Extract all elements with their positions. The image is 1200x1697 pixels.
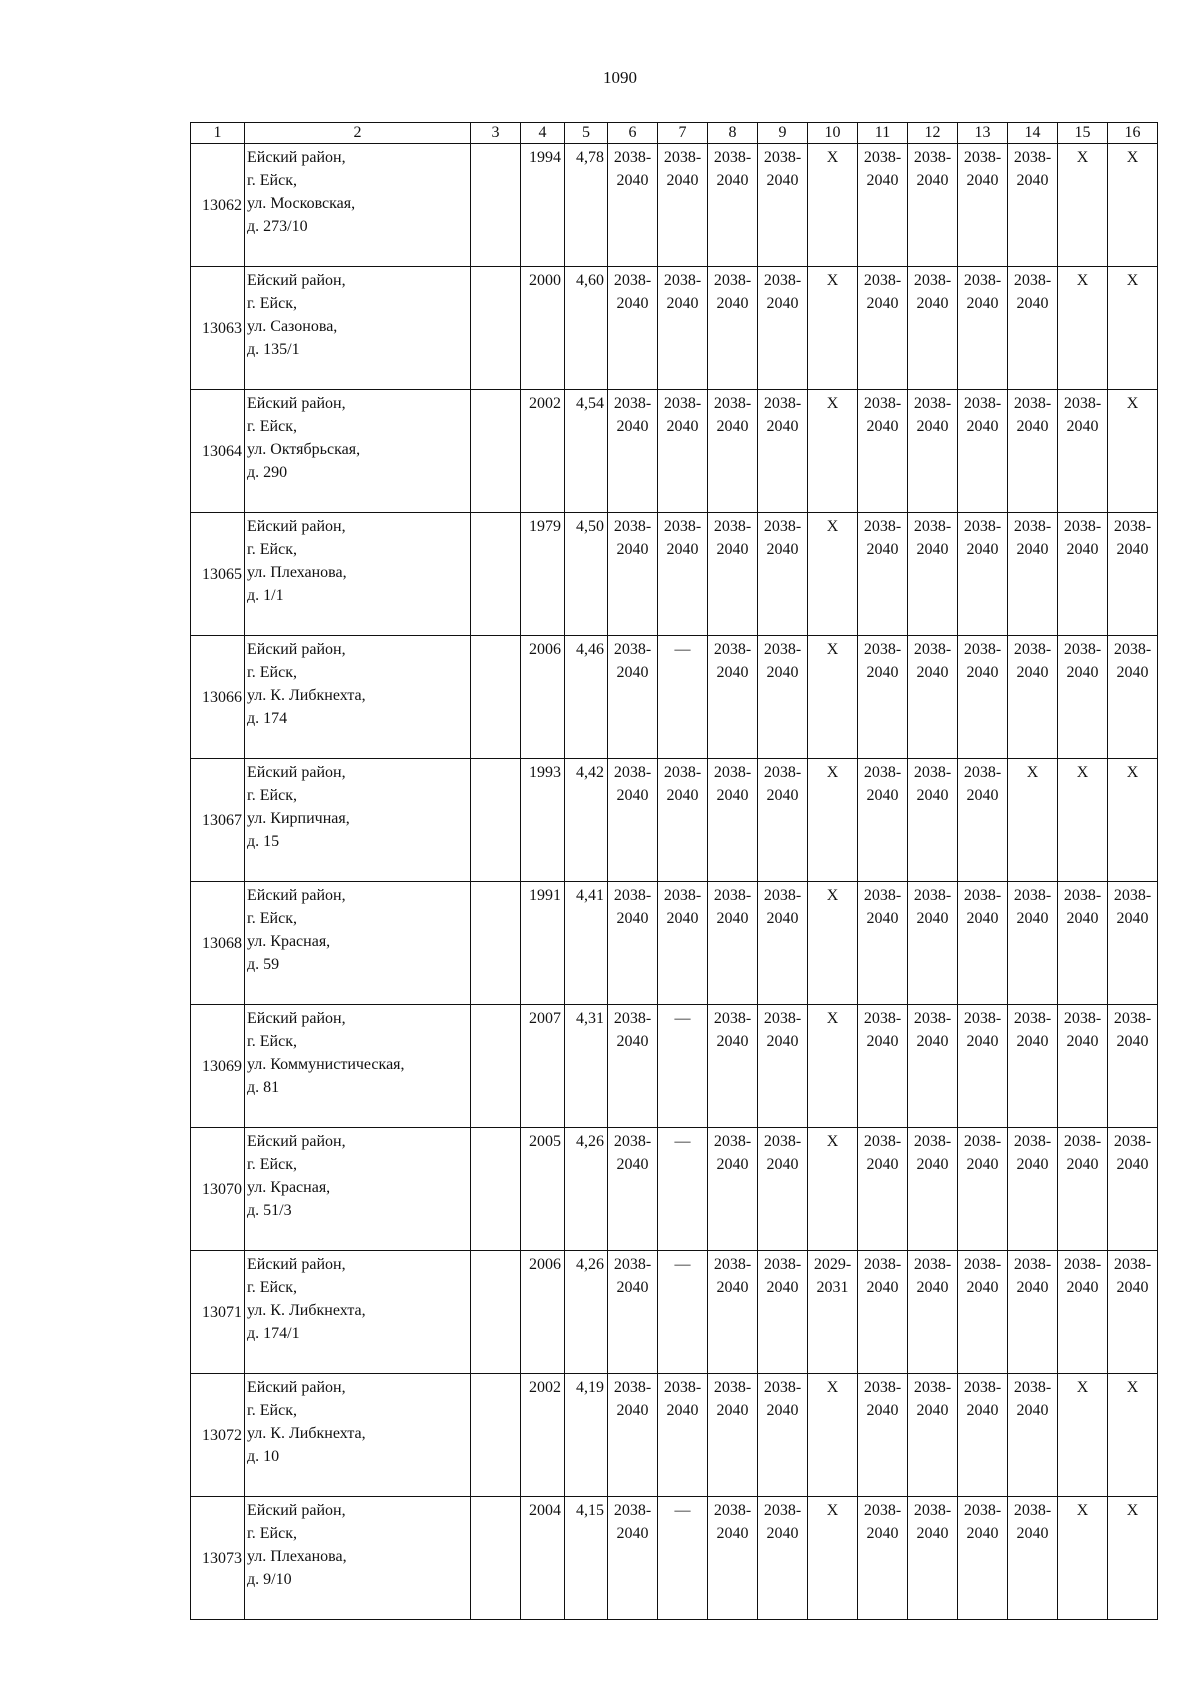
table-row [191,513,1158,636]
period-cell: 2038- 2040 [958,513,1008,636]
period-cell: 2038- 2040 [958,1497,1008,1620]
period-cell: 2038- 2040 [758,1251,808,1374]
period-cell: 2038- 2040 [758,390,808,513]
address-cell [245,1374,471,1497]
page-number: 1090 [603,68,637,87]
x-mark-cell: Х [1108,390,1158,513]
period-cell: 2038- 2040 [758,513,808,636]
x-mark-cell: Х [1108,144,1158,267]
period-cell: 2038- 2040 [758,1497,808,1620]
address-line: Ейский район, [247,395,346,412]
record-number: 13065 [191,513,245,636]
period-cell: 2038- 2040 [658,513,708,636]
address-line: г. Ейск, [247,1033,297,1050]
period-cell: 2038- 2040 [608,513,658,636]
address-line: г. Ейск, [247,1279,297,1296]
address-line: Ейский район, [247,518,346,535]
period-cell: 2038- 2040 [658,390,708,513]
address-line: д. 59 [247,956,280,973]
period-cell: 2038- 2040 [908,1374,958,1497]
table-row [191,1497,1158,1620]
record-number: 13064 [191,390,245,513]
address-line: ул. Плеханова, [247,1548,347,1565]
period-cell: 2038- 2040 [658,267,708,390]
column-3-cell [471,1005,521,1128]
column-3-cell [471,1251,521,1374]
column-number-header: 2 [245,123,471,144]
period-cell: 2038- 2040 [858,513,908,636]
x-mark-cell: Х [808,513,858,636]
period-cell: 2038- 2040 [1108,1005,1158,1128]
x-mark-cell: Х [1108,267,1158,390]
period-cell: 2038- 2040 [708,267,758,390]
address-line: д. 135/1 [247,341,300,358]
period-cell: 2038- 2040 [608,1005,658,1128]
period-cell: 2038- 2040 [608,1128,658,1251]
address-cell [245,1005,471,1128]
value-cell: 4,41 [565,882,608,1005]
period-cell: 2038- 2040 [908,144,958,267]
period-cell: 2038- 2040 [1008,1374,1058,1497]
period-cell: 2038- 2040 [858,390,908,513]
x-mark-cell: Х [1108,1497,1158,1620]
column-number-header: 10 [808,123,858,144]
period-cell: 2038- 2040 [658,1374,708,1497]
x-mark-cell: Х [1058,1497,1108,1620]
column-3-cell [471,636,521,759]
record-number: 13063 [191,267,245,390]
period-cell: 2038- 2040 [658,882,708,1005]
value-cell: 4,26 [565,1128,608,1251]
value-cell: 4,78 [565,144,608,267]
period-cell: 2038- 2040 [1058,390,1108,513]
address-line: г. Ейск, [247,664,297,681]
record-number: 13069 [191,1005,245,1128]
column-3-cell [471,390,521,513]
period-cell: 2038- 2040 [608,1251,658,1374]
period-cell: 2038- 2040 [608,267,658,390]
table-row [191,759,1158,882]
address-line: Ейский район, [247,272,346,289]
record-number: 13067 [191,759,245,882]
period-cell: 2038- 2040 [858,1251,908,1374]
record-number: 13073 [191,1497,245,1620]
column-number-header: 9 [758,123,808,144]
empty-dash-cell: — [658,636,708,759]
address-line: ул. Кирпичная, [247,810,350,827]
period-cell: 2029- 2031 [808,1251,858,1374]
record-number: 13062 [191,144,245,267]
x-mark-cell: Х [808,759,858,882]
address-line: ул. Коммунистическая, [247,1056,405,1073]
address-line: г. Ейск, [247,541,297,558]
address-line: ул. К. Либкнехта, [247,1302,366,1319]
address-cell [245,267,471,390]
year-cell: 1993 [521,759,565,882]
column-number-header: 13 [958,123,1008,144]
year-cell: 1994 [521,144,565,267]
period-cell: 2038- 2040 [608,882,658,1005]
period-cell: 2038- 2040 [958,267,1008,390]
value-cell: 4,60 [565,267,608,390]
x-mark-cell: Х [808,267,858,390]
period-cell: 2038- 2040 [708,1128,758,1251]
record-number: 13070 [191,1128,245,1251]
address-line: г. Ейск, [247,295,297,312]
period-cell: 2038- 2040 [758,1005,808,1128]
period-cell: 2038- 2040 [708,1251,758,1374]
empty-dash-cell: — [658,1128,708,1251]
year-cell: 2007 [521,1005,565,1128]
period-cell: 2038- 2040 [1058,1251,1108,1374]
column-number-header: 4 [521,123,565,144]
period-cell: 2038- 2040 [908,267,958,390]
period-cell: 2038- 2040 [708,636,758,759]
address-cell [245,390,471,513]
period-cell: 2038- 2040 [758,267,808,390]
table-body [191,123,1158,1620]
housing-register-table [190,122,1158,1620]
address-line: д. 290 [247,464,288,481]
period-cell: 2038- 2040 [958,1251,1008,1374]
year-cell: 2006 [521,1251,565,1374]
address-line: ул. Сазонова, [247,318,338,335]
year-cell: 2005 [521,1128,565,1251]
address-line: г. Ейск, [247,787,297,804]
column-number-header: 7 [658,123,708,144]
year-cell: 2000 [521,267,565,390]
x-mark-cell: Х [1058,267,1108,390]
period-cell: 2038- 2040 [958,390,1008,513]
period-cell: 2038- 2040 [758,144,808,267]
address-cell [245,882,471,1005]
x-mark-cell: Х [808,144,858,267]
value-cell: 4,50 [565,513,608,636]
x-mark-cell: Х [808,882,858,1005]
x-mark-cell: Х [808,390,858,513]
column-3-cell [471,882,521,1005]
column-number-header: 3 [471,123,521,144]
x-mark-cell: Х [808,1374,858,1497]
column-3-cell [471,1374,521,1497]
value-cell: 4,46 [565,636,608,759]
period-cell: 2038- 2040 [1108,1251,1158,1374]
record-number: 13071 [191,1251,245,1374]
column-3-cell [471,759,521,882]
table-row [191,267,1158,390]
period-cell: 2038- 2040 [1108,513,1158,636]
address-cell [245,513,471,636]
address-line: г. Ейск, [247,1525,297,1542]
address-line: г. Ейск, [247,910,297,927]
address-line: ул. К. Либкнехта, [247,687,366,704]
column-number-header: 1 [191,123,245,144]
period-cell: 2038- 2040 [958,1128,1008,1251]
period-cell: 2038- 2040 [1058,636,1108,759]
period-cell: 2038- 2040 [858,1128,908,1251]
period-cell: 2038- 2040 [908,1497,958,1620]
address-line: д. 15 [247,833,280,850]
period-cell: 2038- 2040 [908,882,958,1005]
table-row [191,1374,1158,1497]
x-mark-cell: Х [808,1128,858,1251]
period-cell: 2038- 2040 [858,636,908,759]
period-cell: 2038- 2040 [758,1374,808,1497]
year-cell: 2006 [521,636,565,759]
period-cell: 2038- 2040 [1008,636,1058,759]
address-line: Ейский район, [247,641,346,658]
column-number-header: 12 [908,123,958,144]
period-cell: 2038- 2040 [908,390,958,513]
x-mark-cell: Х [808,1497,858,1620]
address-line: д. 174/1 [247,1325,300,1342]
period-cell: 2038- 2040 [658,144,708,267]
period-cell: 2038- 2040 [1108,636,1158,759]
period-cell: 2038- 2040 [608,636,658,759]
period-cell: 2038- 2040 [1008,1251,1058,1374]
address-line: г. Ейск, [247,1156,297,1173]
x-mark-cell: Х [808,636,858,759]
period-cell: 2038- 2040 [908,636,958,759]
year-cell: 1991 [521,882,565,1005]
period-cell: 2038- 2040 [858,1374,908,1497]
address-line: д. 9/10 [247,1571,292,1588]
period-cell: 2038- 2040 [1008,1128,1058,1251]
record-number: 13066 [191,636,245,759]
period-cell: 2038- 2040 [608,1497,658,1620]
period-cell: 2038- 2040 [958,144,1008,267]
x-mark-cell: Х [1108,1374,1158,1497]
period-cell: 2038- 2040 [1008,882,1058,1005]
value-cell: 4,31 [565,1005,608,1128]
column-number-header: 16 [1108,123,1158,144]
period-cell: 2038- 2040 [1058,882,1108,1005]
address-line: Ейский район, [247,149,346,166]
year-cell: 1979 [521,513,565,636]
year-cell: 2002 [521,1374,565,1497]
period-cell: 2038- 2040 [1108,882,1158,1005]
period-cell: 2038- 2040 [1008,513,1058,636]
x-mark-cell: Х [1008,759,1058,882]
empty-dash-cell: — [658,1497,708,1620]
column-3-cell [471,513,521,636]
column-number-header: 5 [565,123,608,144]
period-cell: 2038- 2040 [908,1251,958,1374]
address-line: д. 1/1 [247,587,284,604]
period-cell: 2038- 2040 [858,144,908,267]
record-number: 13072 [191,1374,245,1497]
value-cell: 4,15 [565,1497,608,1620]
x-mark-cell: Х [1058,144,1108,267]
period-cell: 2038- 2040 [858,1497,908,1620]
address-line: д. 81 [247,1079,280,1096]
column-number-header: 14 [1008,123,1058,144]
period-cell: 2038- 2040 [758,636,808,759]
period-cell: 2038- 2040 [708,882,758,1005]
address-line: ул. К. Либкнехта, [247,1425,366,1442]
column-number-header: 15 [1058,123,1108,144]
column-number-header: 11 [858,123,908,144]
address-line: д. 174 [247,710,288,727]
year-cell: 2002 [521,390,565,513]
column-number-header: 8 [708,123,758,144]
address-line: ул. Красная, [247,1179,331,1196]
column-3-cell [471,1128,521,1251]
period-cell: 2038- 2040 [708,513,758,636]
period-cell: 2038- 2040 [708,390,758,513]
period-cell: 2038- 2040 [858,882,908,1005]
x-mark-cell: Х [1108,759,1158,882]
period-cell: 2038- 2040 [1008,267,1058,390]
table-row [191,144,1158,267]
table-row [191,1005,1158,1128]
address-line: Ейский район, [247,1256,346,1273]
period-cell: 2038- 2040 [658,759,708,882]
record-number: 13068 [191,882,245,1005]
address-cell [245,1128,471,1251]
period-cell: 2038- 2040 [858,759,908,882]
address-line: Ейский район, [247,1010,346,1027]
address-line: ул. Московская, [247,195,356,212]
address-line: Ейский район, [247,887,346,904]
address-line: Ейский район, [247,764,346,781]
address-line: Ейский район, [247,1502,346,1519]
period-cell: 2038- 2040 [908,513,958,636]
period-cell: 2038- 2040 [608,759,658,882]
column-number-header-row [191,123,1158,144]
period-cell: 2038- 2040 [958,636,1008,759]
empty-dash-cell: — [658,1251,708,1374]
period-cell: 2038- 2040 [1008,390,1058,513]
period-cell: 2038- 2040 [1108,1128,1158,1251]
period-cell: 2038- 2040 [708,144,758,267]
period-cell: 2038- 2040 [1008,1005,1058,1128]
value-cell: 4,19 [565,1374,608,1497]
period-cell: 2038- 2040 [708,759,758,882]
period-cell: 2038- 2040 [858,267,908,390]
x-mark-cell: Х [1058,759,1108,882]
period-cell: 2038- 2040 [758,882,808,1005]
period-cell: 2038- 2040 [908,1005,958,1128]
period-cell: 2038- 2040 [758,1128,808,1251]
column-3-cell [471,144,521,267]
address-line: г. Ейск, [247,1402,297,1419]
column-3-cell [471,1497,521,1620]
period-cell: 2038- 2040 [608,144,658,267]
year-cell: 2004 [521,1497,565,1620]
value-cell: 4,42 [565,759,608,882]
period-cell: 2038- 2040 [758,759,808,882]
period-cell: 2038- 2040 [608,390,658,513]
address-line: д. 273/10 [247,218,308,235]
period-cell: 2038- 2040 [708,1497,758,1620]
period-cell: 2038- 2040 [958,759,1008,882]
table-row [191,1251,1158,1374]
period-cell: 2038- 2040 [608,1374,658,1497]
address-line: д. 51/3 [247,1202,292,1219]
table-row [191,636,1158,759]
period-cell: 2038- 2040 [1008,1497,1058,1620]
period-cell: 2038- 2040 [908,759,958,882]
address-line: Ейский район, [247,1133,346,1150]
address-cell [245,144,471,267]
address-line: ул. Плеханова, [247,564,347,581]
period-cell: 2038- 2040 [858,1005,908,1128]
table-row [191,390,1158,513]
period-cell: 2038- 2040 [1008,144,1058,267]
period-cell: 2038- 2040 [708,1005,758,1128]
period-cell: 2038- 2040 [1058,1128,1108,1251]
x-mark-cell: Х [808,1005,858,1128]
address-line: ул. Красная, [247,933,331,950]
column-3-cell [471,267,521,390]
address-line: ул. Октябрьская, [247,441,361,458]
value-cell: 4,54 [565,390,608,513]
period-cell: 2038- 2040 [958,1374,1008,1497]
period-cell: 2038- 2040 [958,1005,1008,1128]
period-cell: 2038- 2040 [1058,513,1108,636]
address-cell [245,759,471,882]
period-cell: 2038- 2040 [1058,1005,1108,1128]
table-row [191,882,1158,1005]
address-cell [245,1251,471,1374]
address-line: д. 10 [247,1448,280,1465]
address-line: г. Ейск, [247,172,297,189]
address-cell [245,636,471,759]
column-number-header: 6 [608,123,658,144]
address-line: г. Ейск, [247,418,297,435]
period-cell: 2038- 2040 [908,1128,958,1251]
table-row [191,1128,1158,1251]
x-mark-cell: Х [1058,1374,1108,1497]
period-cell: 2038- 2040 [958,882,1008,1005]
value-cell: 4,26 [565,1251,608,1374]
address-line: Ейский район, [247,1379,346,1396]
address-cell [245,1497,471,1620]
period-cell: 2038- 2040 [708,1374,758,1497]
empty-dash-cell: — [658,1005,708,1128]
